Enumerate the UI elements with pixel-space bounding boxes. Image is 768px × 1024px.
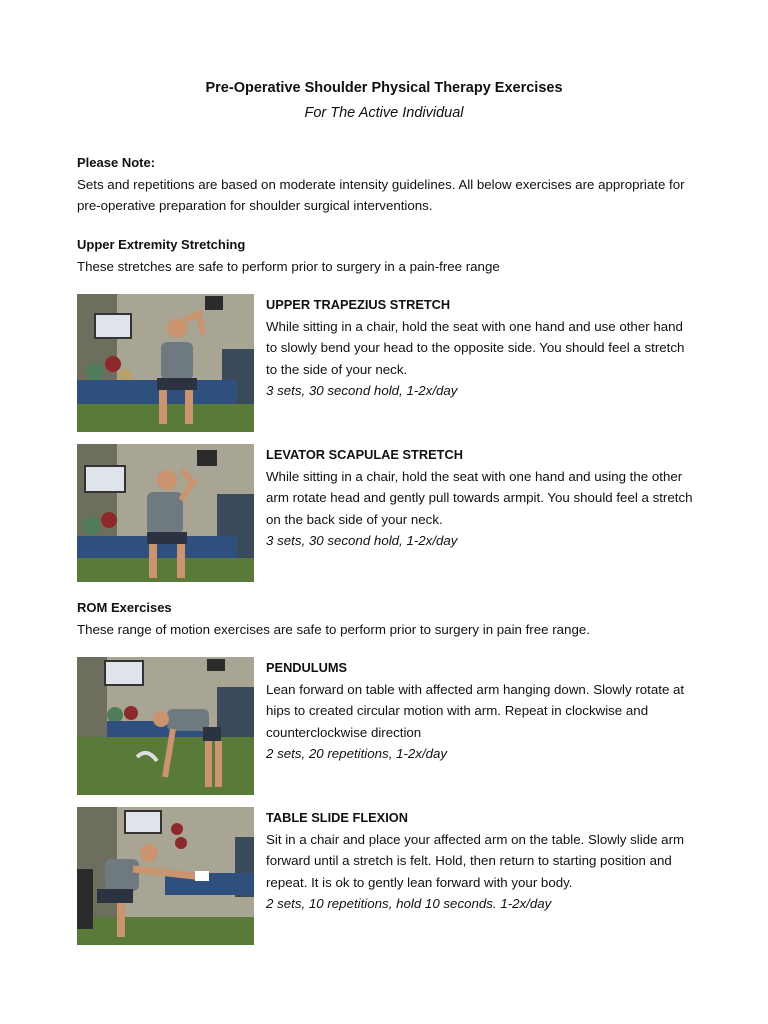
exercise-dose: 3 sets, 30 second hold, 1-2x/day bbox=[266, 533, 458, 548]
stretching-intro: These stretches are safe to perform prior to surgery in a pain-free range bbox=[77, 258, 500, 274]
note-section bbox=[77, 152, 697, 217]
exercise-title: TABLE SLIDE FLEXION bbox=[266, 810, 408, 825]
exercise-photo-levator-scapulae bbox=[77, 444, 254, 582]
stretching-section bbox=[77, 234, 697, 277]
exercise-title: PENDULUMS bbox=[266, 660, 348, 675]
exercise-title: UPPER TRAPEZIUS STRETCH bbox=[266, 297, 451, 312]
rom-section bbox=[77, 597, 697, 640]
exercise-description: While sitting in a chair, hold the seat with one hand and using the other arm rotate head and gently pull towards armpit. You should feel a stretch on the back side of your neck. bbox=[266, 468, 693, 527]
exercise-description: Lean forward on table with affected arm hanging down. Slowly rotate at hips to created circular motion with arm. Repeat in clockwise and counterclockwise direction bbox=[266, 681, 685, 740]
exercise-title: LEVATOR SCAPULAE STRETCH bbox=[266, 447, 463, 462]
exercise-levator-scapulae bbox=[77, 444, 697, 584]
document-subtitle: For The Active Individual bbox=[304, 105, 464, 121]
document-title: Pre-Operative Shoulder Physical Therapy Exercises bbox=[205, 80, 563, 96]
exercise-upper-trapezius bbox=[77, 294, 697, 434]
exercise-photo-pendulums bbox=[77, 657, 254, 795]
rom-intro: These range of motion exercises are safe to perform prior to surgery in pain free range. bbox=[77, 621, 590, 637]
exercise-dose: 2 sets, 10 repetitions, hold 10 seconds. 1-2x/day bbox=[266, 896, 552, 911]
stretching-heading: Upper Extremity Stretching bbox=[77, 237, 246, 252]
exercise-dose: 2 sets, 20 repetitions, 1-2x/day bbox=[266, 746, 448, 761]
rom-heading: ROM Exercises bbox=[77, 600, 172, 615]
exercise-photo-table-slide-flexion bbox=[77, 807, 254, 945]
note-body: Sets and repetitions are based on moderate intensity guidelines. All below exercises are appropriate for pre-operative preparation for shoulder surgical interventions. bbox=[77, 176, 685, 213]
exercise-pendulums bbox=[77, 657, 697, 797]
exercise-description: Sit in a chair and place your affected arm on the table. Slowly slide arm forward until a stretch is felt. Hold, then return to starting position and repeat. It is ok to gently lean forward with your body. bbox=[266, 831, 685, 890]
exercise-photo-upper-trapezius bbox=[77, 294, 254, 432]
note-heading: Please Note: bbox=[77, 155, 156, 170]
exercise-table-slide-flexion bbox=[77, 807, 697, 947]
exercise-description: While sitting in a chair, hold the seat with one hand and use other hand to slowly bend your head to the opposite side. You should feel a stretch to the side of your neck. bbox=[266, 318, 685, 377]
exercise-dose: 3 sets, 30 second hold, 1-2x/day bbox=[266, 383, 458, 398]
